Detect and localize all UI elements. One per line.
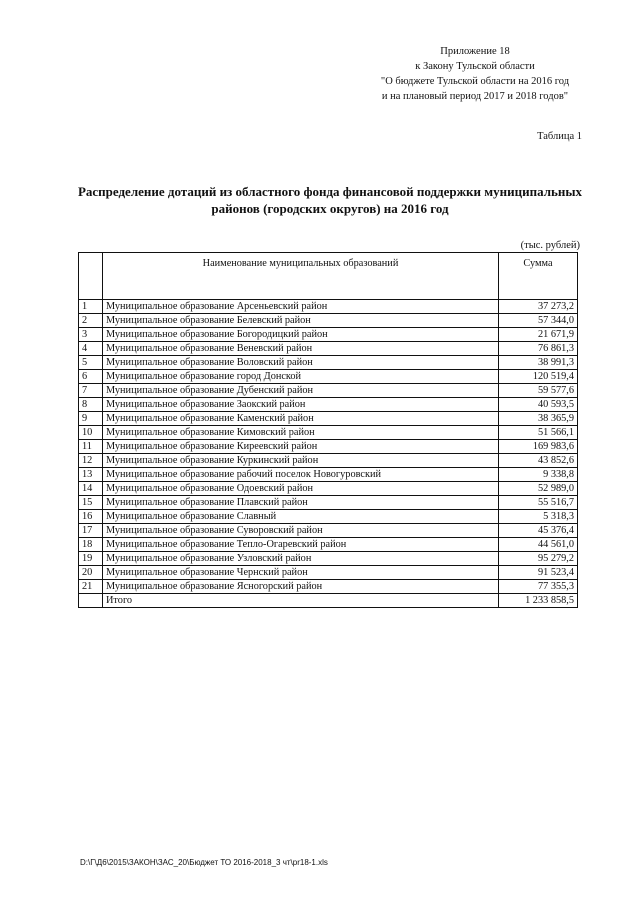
total-number	[79, 594, 103, 608]
row-number: 11	[79, 440, 103, 454]
row-number: 1	[79, 300, 103, 314]
row-number: 10	[79, 426, 103, 440]
row-name: Муниципальное образование Кимовский район	[103, 426, 499, 440]
row-name: Муниципальное образование Тепло-Огаревский район	[103, 538, 499, 552]
table-row	[79, 482, 578, 496]
table-label: Таблица 1	[537, 131, 582, 142]
row-name: Муниципальное образование Веневский район	[103, 342, 499, 356]
table-row	[79, 552, 578, 566]
row-sum: 57 344,0	[499, 314, 578, 328]
row-number: 4	[79, 342, 103, 356]
total-sum: 1 233 858,5	[499, 594, 578, 608]
table-body	[79, 300, 578, 608]
appendix-header	[360, 44, 590, 104]
row-name: Муниципальное образование Плавский район	[103, 496, 499, 510]
table-row	[79, 398, 578, 412]
row-number: 9	[79, 412, 103, 426]
row-name: Муниципальное образование Славный	[103, 510, 499, 524]
subsidies-table	[78, 252, 578, 608]
row-number: 13	[79, 468, 103, 482]
units-label: (тыс. рублей)	[520, 240, 580, 251]
row-number: 3	[79, 328, 103, 342]
row-name: Муниципальное образование Воловский район	[103, 356, 499, 370]
table-row	[79, 328, 578, 342]
row-sum: 120 519,4	[499, 370, 578, 384]
table-row	[79, 300, 578, 314]
table-row	[79, 454, 578, 468]
row-name: Муниципальное образование Белевский район	[103, 314, 499, 328]
row-number: 7	[79, 384, 103, 398]
row-sum: 38 365,9	[499, 412, 578, 426]
row-name: Муниципальное образование Киреевский район	[103, 440, 499, 454]
row-name: Муниципальное образование Арсеньевский район	[103, 300, 499, 314]
row-sum: 40 593,5	[499, 398, 578, 412]
row-number: 21	[79, 580, 103, 594]
table-row	[79, 314, 578, 328]
row-sum: 5 318,3	[499, 510, 578, 524]
table-row	[79, 412, 578, 426]
total-label: Итого	[103, 594, 499, 608]
table-row	[79, 580, 578, 594]
budget-title-line2: и на плановый период 2017 и 2018 годов"	[381, 91, 569, 102]
file-path-footer: D:\Г\Д6\2015\ЗАКОН\ЗАС_20\Бюджет ТО 2016-2018_3 чт\pr18-1.xls	[80, 858, 328, 867]
document-title-line1: Распределение дотаций из областного фонда финансовой поддержки муниципальных	[77, 184, 583, 199]
row-number: 8	[79, 398, 103, 412]
row-name: Муниципальное образование Суворовский район	[103, 524, 499, 538]
row-name: Муниципальное образование Богородицкий район	[103, 328, 499, 342]
document-title	[60, 183, 600, 217]
row-sum: 59 577,6	[499, 384, 578, 398]
total-row	[79, 594, 578, 608]
appendix-number: Приложение 18	[440, 46, 510, 57]
table-row	[79, 370, 578, 384]
row-sum: 76 861,3	[499, 342, 578, 356]
row-sum: 51 566,1	[499, 426, 578, 440]
table-row	[79, 356, 578, 370]
row-name: Муниципальное образование Куркинский район	[103, 454, 499, 468]
row-sum: 43 852,6	[499, 454, 578, 468]
row-number: 19	[79, 552, 103, 566]
header-name-cell: Наименование муниципальных образований	[103, 253, 499, 300]
row-number: 6	[79, 370, 103, 384]
row-name: Муниципальное образование Чернский район	[103, 566, 499, 580]
row-sum: 91 523,4	[499, 566, 578, 580]
row-name: Муниципальное образование Заокский район	[103, 398, 499, 412]
row-sum: 52 989,0	[499, 482, 578, 496]
row-number: 17	[79, 524, 103, 538]
header-number-cell	[79, 253, 103, 300]
table-row	[79, 566, 578, 580]
document-title-line2: районов (городских округов) на 2016 год	[211, 201, 449, 216]
row-sum: 169 983,6	[499, 440, 578, 454]
row-sum: 9 338,8	[499, 468, 578, 482]
row-name: Муниципальное образование Каменский район	[103, 412, 499, 426]
table-row	[79, 496, 578, 510]
row-number: 18	[79, 538, 103, 552]
row-sum: 45 376,4	[499, 524, 578, 538]
row-sum: 95 279,2	[499, 552, 578, 566]
law-reference: к Закону Тульской области	[415, 61, 535, 72]
budget-title-line1: "О бюджете Тульской области на 2016 год	[380, 76, 570, 87]
table-row	[79, 384, 578, 398]
row-number: 15	[79, 496, 103, 510]
row-name: Муниципальное образование Ясногорский район	[103, 580, 499, 594]
row-sum: 38 991,3	[499, 356, 578, 370]
table-header-row	[79, 253, 578, 300]
row-name: Муниципальное образование Дубенский район	[103, 384, 499, 398]
row-name: Муниципальное образование город Донской	[103, 370, 499, 384]
row-number: 16	[79, 510, 103, 524]
table-row	[79, 524, 578, 538]
row-number: 12	[79, 454, 103, 468]
table-row	[79, 510, 578, 524]
header-sum-cell: Сумма	[499, 253, 578, 300]
table-row	[79, 468, 578, 482]
table-row	[79, 426, 578, 440]
row-sum: 55 516,7	[499, 496, 578, 510]
row-name: Муниципальное образование Одоевский район	[103, 482, 499, 496]
table-row	[79, 538, 578, 552]
row-sum: 77 355,3	[499, 580, 578, 594]
row-number: 20	[79, 566, 103, 580]
row-name: Муниципальное образование Узловский район	[103, 552, 499, 566]
row-sum: 21 671,9	[499, 328, 578, 342]
row-number: 14	[79, 482, 103, 496]
table-row	[79, 440, 578, 454]
row-number: 2	[79, 314, 103, 328]
row-number: 5	[79, 356, 103, 370]
row-sum: 44 561,0	[499, 538, 578, 552]
row-name: Муниципальное образование рабочий поселок Новогуровский	[103, 468, 499, 482]
row-sum: 37 273,2	[499, 300, 578, 314]
table-row	[79, 342, 578, 356]
